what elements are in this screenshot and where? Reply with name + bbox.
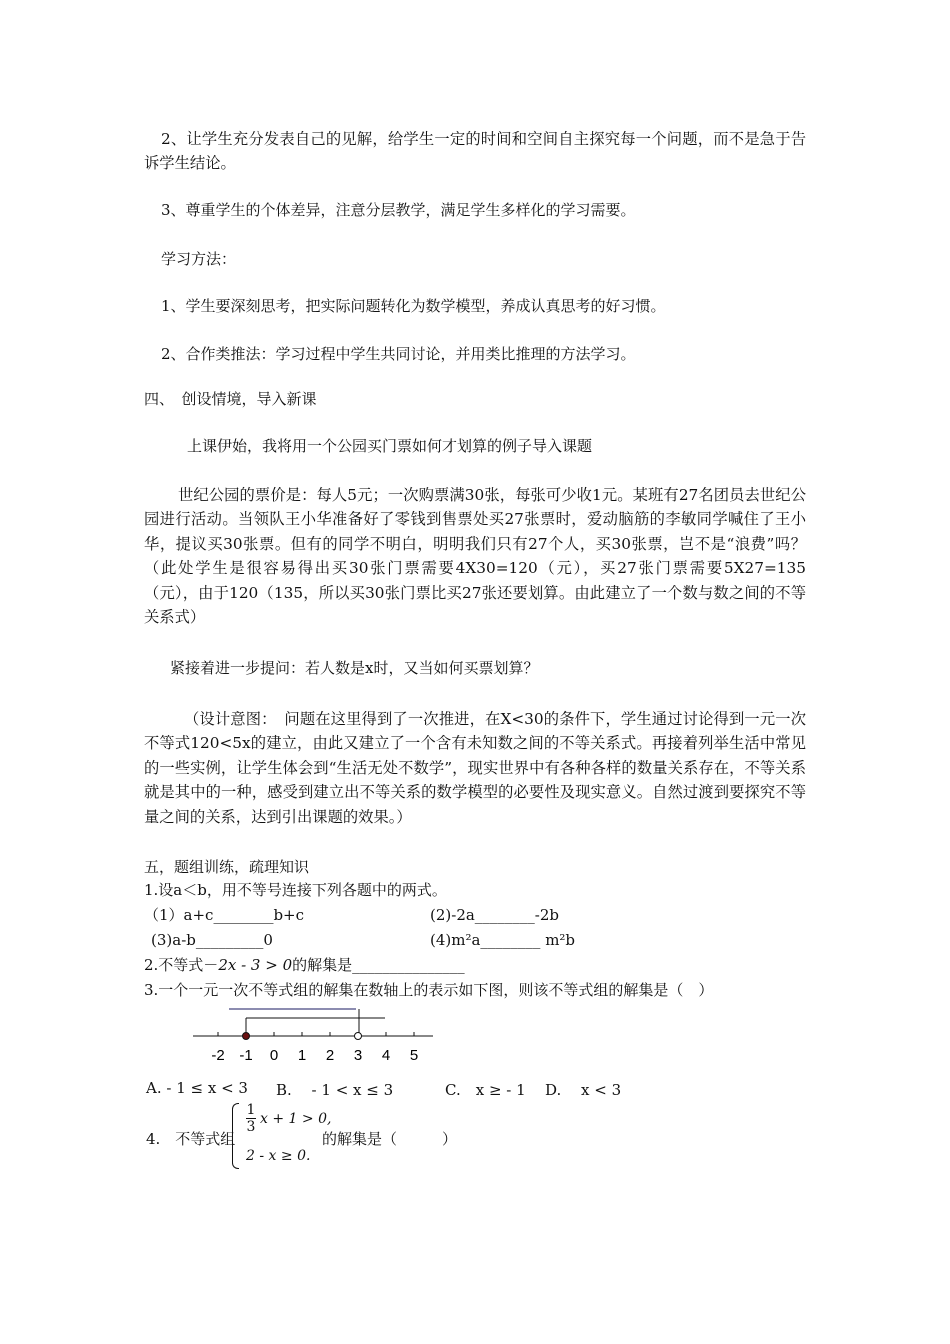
- q3-option-a: A. - 1 ≤ x < 3: [146, 1079, 248, 1097]
- system-eq-1: x + 1 > 0,: [260, 1111, 332, 1127]
- system-brace: [232, 1103, 239, 1169]
- q3-option-c: C. x ≥ - 1: [445, 1081, 526, 1099]
- number-line-figure: [185, 1004, 445, 1068]
- q2-blank: _______________: [352, 956, 465, 974]
- design-intent: （设计意图： 问题在这里得到了一次推进，在X<30的条件下，学生通过讨论得到一元一次不等式120<5x的建立，由此又建立了一个含有未知数之间的不等关系式。再接着列举生活中常见的一些实例，让学生体会到“生活无处不数学”，现实世界中有各种各样的数量关系存在，不等关系就是其中的一种，感受到建立出不等关系的数学模型的必要性及现实意义。自然过渡到要探究不等量之间的关系，达到引出课题的效果。）: [144, 710, 806, 826]
- q3-option-d: D. x < 3: [545, 1081, 622, 1099]
- tick-label: 4: [381, 1047, 391, 1064]
- q2-suffix: 的解集是: [292, 956, 353, 974]
- hollow-point: [355, 1033, 362, 1040]
- solid-point: [243, 1033, 250, 1040]
- question-1: 1.设a＜b，用不等号连接下列各题中的两式。: [144, 881, 447, 899]
- tick-label: 0: [269, 1047, 279, 1064]
- heading-learning-method: 学习方法：: [161, 250, 237, 268]
- method-1: 1、学生要深刻思考，把实际问题转化为数学模型，养成认真思考的好习惯。: [161, 297, 666, 315]
- fraction-one-third: [246, 1103, 256, 1134]
- question-3: 3.一个一元一次不等式组的解集在数轴上的表示如下图，则该不等式组的解集是（ ）: [144, 981, 714, 999]
- paragraph-2: 2、让学生充分发表自己的见解，给学生一定的时间和空间自主探究每一个问题，而不是急于告诉学生结论。: [144, 130, 806, 173]
- q1-item-3: (3)a-b_________0: [151, 931, 273, 949]
- tick-label: -2: [211, 1047, 225, 1064]
- fraction-numerator: 1: [246, 1102, 256, 1118]
- tick-label: 3: [353, 1047, 363, 1064]
- paragraph-3: 3、尊重学生的个体差异，注意分层教学，满足学生多样化的学习需要。: [161, 201, 636, 219]
- q4-prefix: 4. 不等式组: [146, 1130, 236, 1148]
- system-eq-2: 2 - x ≥ 0.: [246, 1148, 311, 1164]
- intro-line: 上课伊始，我将用一个公园买门票如何才划算的例子导入课题: [187, 437, 593, 455]
- q3-option-b: B. - 1 < x ≤ 3: [276, 1081, 394, 1099]
- q1-item-1: （1）a+c________b+c: [144, 906, 305, 924]
- q4-suffix: 的解集是（ ）: [322, 1130, 458, 1148]
- tick-label: 5: [409, 1047, 419, 1064]
- method-2: 2、合作类推法：学习过程中学生共同讨论，并用类比推理的方法学习。: [161, 345, 636, 363]
- section-5-heading: 五，题组训练，疏理知识: [144, 858, 310, 876]
- section-4-heading: 四、 创设情境，导入新课: [144, 390, 317, 408]
- ticket-story: 世纪公园的票价是：每人5元；一次购票满30张，每张可少收1元。某班有27名团员去世纪公园进行活动。当领队王小华准备好了零钱到售票处买27张票时，爱动脑筋的李敏同学喊住了王小华，提议买30张票。但有的同学不明白，明明我们只有27个人，买30张票，岂不是“浪费”吗？（此处学生是很容易得出买30张门票需要4X30=120（元），买27张门票需要5X27=135（元），由于120（135，所以买30张门票比买27张还要划算。由此建立了一个数与数之间的不等关系式）: [144, 486, 806, 627]
- tick-label: 2: [325, 1047, 335, 1064]
- q2-prefix: 2.不等式－: [144, 956, 219, 974]
- tick-label: 1: [297, 1047, 307, 1064]
- question-2: [144, 955, 465, 975]
- fraction-denominator: 3: [246, 1119, 256, 1135]
- q1-item-2: (2)-2a________-2b: [430, 906, 560, 924]
- follow-up-question: 紧接着进一步提问：若人数是x时，又当如何买票划算？: [170, 659, 539, 677]
- q1-item-4: (4)m²a________ m²b: [430, 931, 576, 949]
- tick-label: -1: [239, 1047, 253, 1064]
- q2-expression: 2x - 3 > 0: [218, 956, 293, 974]
